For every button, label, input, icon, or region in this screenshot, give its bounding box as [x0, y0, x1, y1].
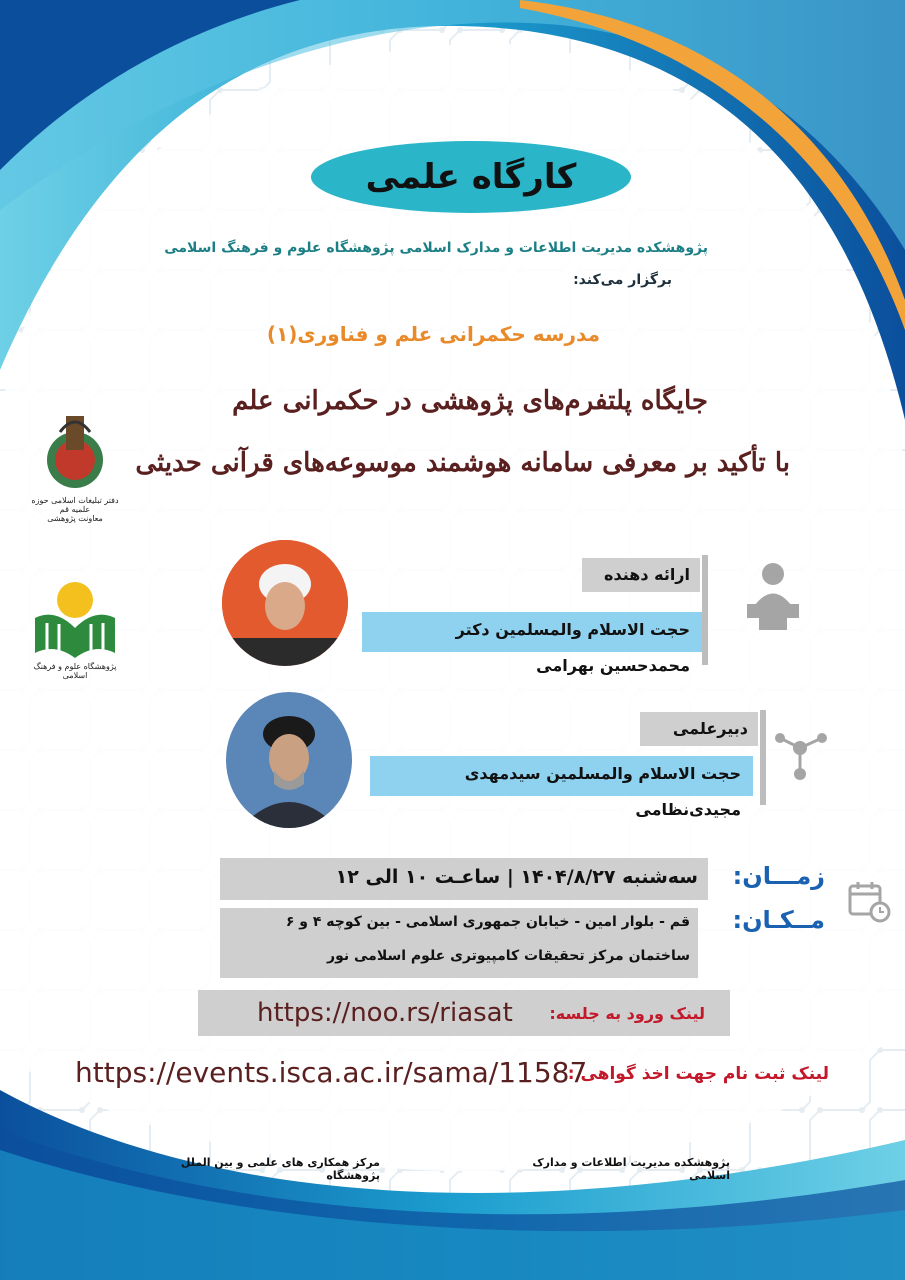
registration-link-label: لینک ثبت نام جهت اخذ گواهی :	[567, 1064, 829, 1084]
time-label: زمـــان:	[732, 862, 825, 890]
place-label: مــکـان:	[732, 906, 825, 934]
place-line-2: ساختمان مرکز تحقیقات کامپیوتری علوم اسلامی نور	[327, 948, 690, 964]
network-nodes-icon	[770, 728, 830, 783]
isca-logo	[25, 578, 125, 688]
book-sun-icon	[25, 578, 125, 658]
workshop-badge	[311, 141, 631, 213]
logo1-caption-2: معاونت پژوهشی	[47, 514, 103, 523]
secretary-photo	[226, 692, 352, 828]
secretary-avatar-icon	[226, 692, 352, 828]
logo2-caption: پژوهشگاه علوم و فرهنگ اسلامی	[33, 662, 117, 680]
session-link[interactable]: https://noo.rs/riasat	[257, 998, 513, 1028]
headline-line-2: با تأکید بر معرفی سامانه هوشمند موسوعه‌های قرآنی حدیثی	[135, 448, 790, 478]
session-link-label: لینک ورود به جلسه:	[549, 1004, 705, 1023]
tablighat-logo	[30, 412, 120, 532]
headline-line-1: جایگاه پلتفرم‌های پژوهشی در حکمرانی علم	[232, 386, 708, 416]
registration-link[interactable]: https://events.isca.ac.ir/sama/11587	[75, 1056, 588, 1089]
presenter-photo	[222, 540, 348, 666]
speaker-podium-icon	[735, 560, 810, 635]
presenter-name: حجت الاسلام والمسلمین دکتر محمدحسین بهرامی	[362, 612, 702, 652]
calendar-clock-icon	[848, 880, 892, 924]
footer-left: مرکز همکاری های علمی و بین الملل پژوهشگاه	[180, 1156, 380, 1182]
secretary-role: دبیرعلمی	[640, 712, 758, 746]
presenter-role: ارائه دهنده	[582, 558, 700, 592]
secretary-name: حجت الاسلام والمسلمین سیدمهدی مجیدی‌نظامی	[370, 756, 753, 796]
place-line-1: قم - بلوار امین - خیابان جمهوری اسلامی - بین کوچه ۴ و ۶	[285, 914, 690, 930]
emblem-icon	[30, 412, 120, 492]
organizer-subtitle: برگزار می‌کند:	[573, 272, 672, 288]
footer-right: پژوهشکده مدیریت اطلاعات و مدارک اسلامی	[532, 1156, 730, 1182]
presenter-avatar-icon	[222, 540, 348, 666]
time-value: سه‌شنبه ۱۴۰۴/۸/۲۷ | ساعـت ۱۰ الی ۱۲	[335, 866, 698, 888]
organizer-text: پژوهشکده مدیریت اطلاعات و مدارک اسلامی پژوهشگاه علوم و فرهنگ اسلامی	[164, 240, 708, 256]
logo1-caption-1: دفتر تبلیغات اسلامی حوزه علمیه قم	[31, 496, 119, 514]
workshop-title: کارگاه علمی	[365, 157, 577, 197]
series-title: مدرسه حکمرانی علم و فناوری(۱)	[266, 322, 600, 346]
